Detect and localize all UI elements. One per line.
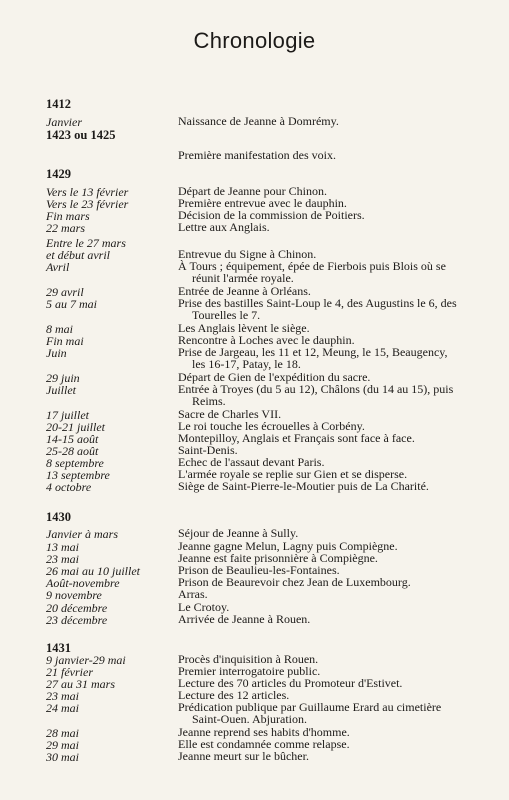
event-text: Prise de Jargeau, les 11 et 12, Meung, le 15, Beaugency, — [178, 345, 448, 359]
entry-date: 14-15 août — [46, 432, 99, 446]
event-text: Lecture des 70 articles du Promoteur d'Estivet. — [178, 676, 403, 690]
event-text: Siège de Saint-Pierre-le-Moutier puis de La Charité. — [178, 479, 429, 493]
entry-date: 20-21 juillet — [46, 420, 105, 434]
entry-event — [178, 701, 478, 726]
entry-date: 23 mai — [46, 552, 79, 566]
entry-event — [178, 297, 478, 322]
event-text-continued: Reims. — [192, 394, 226, 409]
event-text: Entrevue du Signe à Chinon. — [178, 247, 317, 261]
entry-date: Fin mars — [46, 209, 90, 223]
entry-date: Fin mai — [46, 334, 84, 348]
entry-date: 20 décembre — [46, 601, 108, 615]
entry-event — [178, 221, 478, 233]
event-text: Entrée à Troyes (du 5 au 12), Châlons (du 14 au 15), puis — [178, 382, 454, 396]
event-text: Naissance de Jeanne à Domrémy. — [178, 114, 339, 128]
event-text: Séjour de Jeanne à Sully. — [178, 526, 299, 540]
entry-date: 4 octobre — [46, 480, 92, 494]
entry-date: Vers le 23 février — [46, 197, 129, 211]
event-text: Entrée de Jeanne à Orléans. — [178, 284, 311, 298]
entry-date: Entre le 27 mars — [46, 236, 126, 250]
entry-event — [178, 588, 478, 600]
event-text: Premier interrogatoire public. — [178, 664, 321, 678]
page-title: Chronologie — [193, 28, 316, 53]
event-text: Première entrevue avec le dauphin. — [178, 196, 347, 210]
event-text: Prison de Beaulieu-les-Fontaines. — [178, 563, 340, 577]
event-text: Le Crotoy. — [178, 600, 230, 614]
entry-event — [178, 346, 478, 371]
entry-date: 26 mai au 10 juillet — [46, 564, 140, 578]
event-text: Rencontre à Loches avec le dauphin. — [178, 333, 355, 347]
entry-date: Vers le 13 février — [46, 185, 129, 199]
entry-date: 28 mai — [46, 726, 79, 740]
entry-event — [178, 750, 478, 762]
event-text-continued: Saint-Ouen. Abjuration. — [192, 712, 307, 727]
entry-date: 23 mai — [46, 689, 79, 703]
event-text: Sacre de Charles VII. — [178, 407, 282, 421]
entry-date: Août-novembre — [46, 576, 120, 590]
entry-event — [178, 115, 478, 127]
entry-date: 13 mai — [46, 540, 79, 554]
year-heading: 1429 — [46, 167, 71, 181]
event-text: Echec de l'assaut devant Paris. — [178, 455, 325, 469]
event-text: Départ de Gien de l'expédition du sacre. — [178, 370, 371, 384]
event-text: Les Anglais lèvent le siège. — [178, 321, 310, 335]
entry-date: 8 mai — [46, 322, 73, 336]
event-text: Lettre aux Anglais. — [178, 220, 270, 234]
event-text: Jeanne meurt sur le bûcher. — [178, 749, 309, 763]
entry-date: 9 janvier-29 mai — [46, 653, 126, 667]
entry-date: Juillet — [46, 383, 76, 397]
entry-event — [178, 383, 478, 408]
entry-date: 5 au 7 mai — [46, 297, 97, 311]
entry-date: Avril — [46, 260, 70, 274]
entry-date: Janvier — [46, 115, 82, 129]
entry-date: 23 décembre — [46, 613, 108, 627]
event-text: Arrivée de Jeanne à Rouen. — [178, 612, 311, 626]
event-text: Décision de la commission de Poitiers. — [178, 208, 365, 222]
entry-date: 9 novembre — [46, 588, 102, 602]
entry-date: 29 avril — [46, 285, 84, 299]
entry-event — [178, 527, 478, 539]
event-text: Jeanne est faite prisonnière à Compiègne. — [178, 551, 378, 565]
entry-event — [178, 576, 478, 588]
entry-date: 27 au 31 mars — [46, 677, 116, 691]
event-text: L'armée royale se replie sur Gien et se disperse. — [178, 467, 408, 481]
event-text-continued: Tourelles le 7. — [192, 308, 261, 323]
event-text: Jeanne reprend ses habits d'homme. — [178, 725, 350, 739]
entry-date: 22 mars — [46, 221, 86, 235]
event-text: Saint-Denis. — [178, 443, 238, 457]
year-heading: 1412 — [46, 97, 71, 111]
event-text: Prise des bastilles Saint-Loup le 4, des Augustins le 6, des — [178, 296, 457, 310]
event-text: Première manifestation des voix. — [178, 148, 336, 162]
entry-date: 25-28 août — [46, 444, 99, 458]
entry-date: 13 septembre — [46, 468, 110, 482]
entry-event — [178, 260, 478, 285]
entry-date: Janvier à mars — [46, 527, 118, 541]
entry-date: 30 mai — [46, 750, 79, 764]
entry-date: Juin — [46, 346, 67, 360]
event-text: À Tours ; équipement, épée de Fierbois puis Blois où se — [178, 259, 446, 273]
event-text: Le roi touche les écrouelles à Corbény. — [178, 419, 365, 433]
event-text: Départ de Jeanne pour Chinon. — [178, 184, 327, 198]
event-text-continued: les 16-17, Patay, le 18. — [192, 357, 301, 372]
entry-date: 29 mai — [46, 738, 79, 752]
event-text: Montepilloy, Anglais et Français sont face à face. — [178, 431, 415, 445]
year-heading: 1431 — [46, 641, 71, 655]
entry-date: 24 mai — [46, 701, 79, 715]
event-text: Lecture des 12 articles. — [178, 688, 290, 702]
event-text: Elle est condamnée comme relapse. — [178, 737, 350, 751]
event-text: Jeanne gagne Melun, Lagny puis Compiègne. — [178, 539, 398, 553]
year-heading: 1430 — [46, 510, 71, 524]
event-text: Prédication publique par Guillaume Erard au cimetière — [178, 700, 442, 714]
event-text: Procès d'inquisition à Rouen. — [178, 652, 319, 666]
entry-event — [178, 149, 478, 161]
entry-event — [178, 613, 478, 625]
entry-date: 29 juin — [46, 371, 80, 385]
entry-date: 17 juillet — [46, 408, 89, 422]
event-text: Prison de Beaurevoir chez Jean de Luxembourg. — [178, 575, 411, 589]
entry-event — [178, 480, 478, 492]
event-text: Arras. — [178, 587, 208, 601]
entry-date: 8 septembre — [46, 456, 104, 470]
entry-date: et début avril — [46, 248, 110, 262]
year-heading: 1423 ou 1425 — [46, 128, 116, 142]
event-text-continued: réunit l'armée royale. — [192, 271, 294, 286]
entry-date: 21 février — [46, 665, 93, 679]
